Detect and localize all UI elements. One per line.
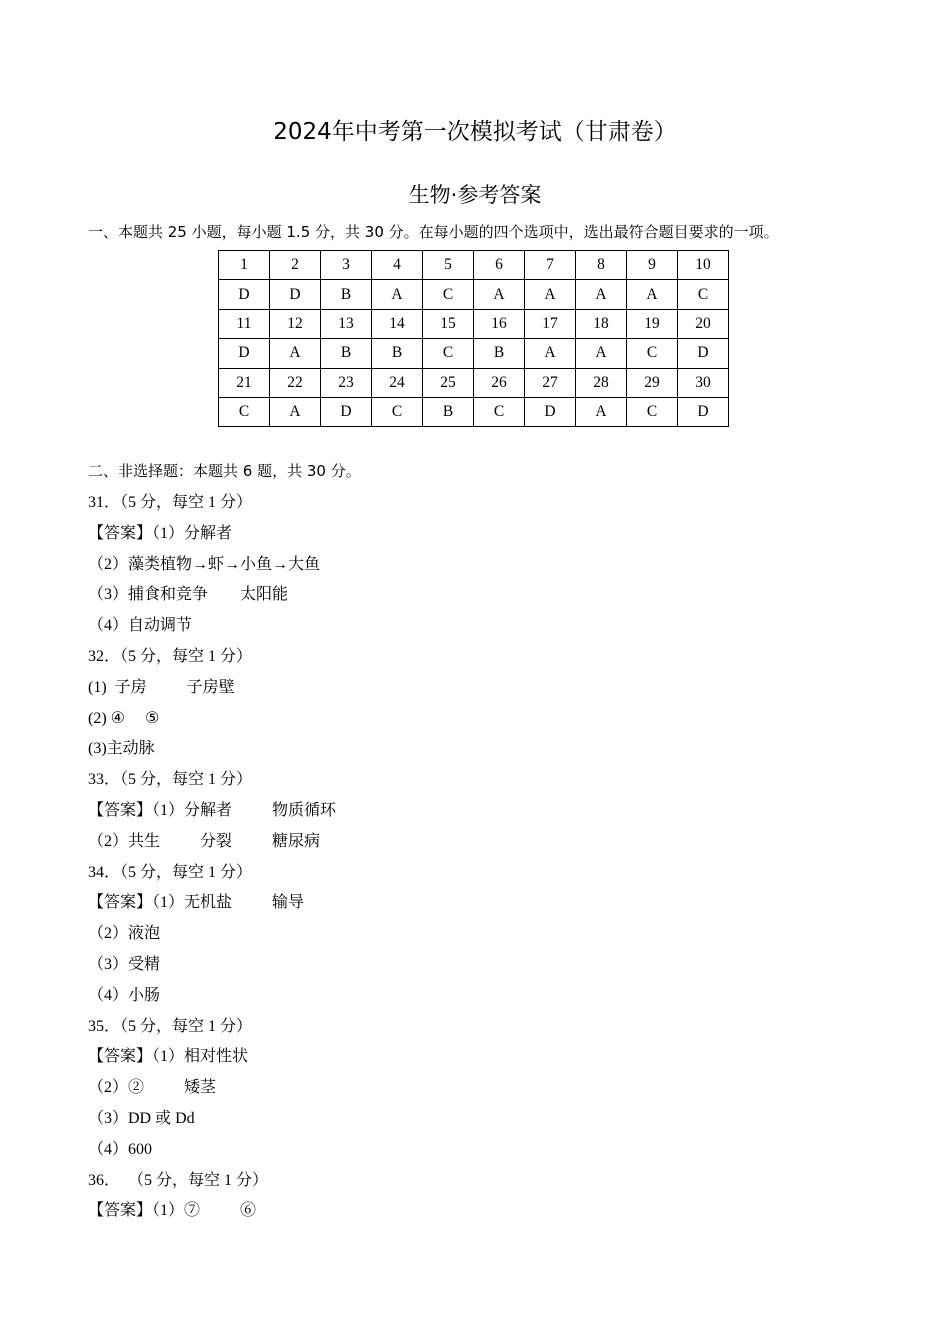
answer-line: (1) 子房 子房壁 [88, 678, 235, 696]
answer-table-cell: 16 [474, 309, 525, 338]
section-heading-choice: 一、本题共 25 小题，每小题 1.5 分，共 30 分。在每小题的四个选项中，选出最符合题目要求的一项。 [88, 223, 779, 241]
answer-table-cell: C [372, 397, 423, 426]
answer-table-cell: 12 [270, 309, 321, 338]
section-heading-nonchoice: 二、非选择题：本题共 6 题，共 30 分。 [88, 462, 361, 480]
answer-table-cell: D [321, 397, 372, 426]
answer-line: （4）600 [88, 1140, 153, 1158]
answer-line: （4）自动调节 [88, 617, 193, 635]
answer-table-row [219, 339, 729, 368]
answer-line: 32．（5 分，每空 1 分） [88, 647, 253, 665]
answer-table-row [219, 397, 729, 426]
answer-table-cell: D [525, 397, 576, 426]
answer-table-row [219, 309, 729, 338]
answer-table-cell: C [627, 397, 678, 426]
answer-table-cell: 9 [627, 251, 678, 280]
answer-line: 35．（5 分，每空 1 分） [88, 1017, 253, 1035]
answer-table-cell: A [525, 280, 576, 309]
answer-table-cell: 7 [525, 251, 576, 280]
answer-table-cell: B [321, 280, 372, 309]
answer-table-cell: A [525, 339, 576, 368]
answer-table-cell: 22 [270, 368, 321, 397]
answer-table-cell: C [627, 339, 678, 368]
answer-line: 33．（5 分，每空 1 分） [88, 771, 253, 789]
answer-table-cell: B [321, 339, 372, 368]
answer-table-cell: 29 [627, 368, 678, 397]
answer-line: 36． （5 分，每空 1 分） [88, 1171, 269, 1189]
answer-table-cell: D [678, 397, 729, 426]
answer-line: 34．（5 分，每空 1 分） [88, 863, 253, 881]
answer-table-cell: A [474, 280, 525, 309]
answer-table-cell: D [270, 280, 321, 309]
answer-line: 【答案】（1）无机盐 输导 [88, 894, 305, 912]
answer-table-cell: 8 [576, 251, 627, 280]
answer-table-cell: C [219, 397, 270, 426]
answer-line: （2）液泡 [88, 925, 161, 943]
answer-table-cell: C [474, 397, 525, 426]
answer-table-cell: 19 [627, 309, 678, 338]
answer-lines [88, 488, 336, 1227]
answer-line: （3）DD 或 Dd [88, 1109, 195, 1127]
answer-table-cell: 1 [219, 251, 270, 280]
answer-table-cell: 23 [321, 368, 372, 397]
answer-line: (2) ④ ⑤ [88, 709, 160, 727]
answer-line: （3）捕食和竞争 太阳能 [88, 586, 289, 604]
answer-table-cell: B [423, 397, 474, 426]
answer-table-cell: 30 [678, 368, 729, 397]
answer-line: （2）② 矮茎 [88, 1079, 217, 1097]
answer-table-cell: D [219, 339, 270, 368]
answer-line: (3)主动脉 [88, 740, 155, 758]
answer-table-cell: A [372, 280, 423, 309]
answer-line: （2）共生 分裂 糖尿病 [88, 832, 321, 850]
answer-line: 31．（5 分，每空 1 分） [88, 494, 253, 511]
answer-table [218, 250, 729, 427]
answer-table-cell: C [423, 280, 474, 309]
answer-table-cell: C [423, 339, 474, 368]
answer-table-cell: 26 [474, 368, 525, 397]
answer-line: （2）藻类植物→虾→小鱼→大鱼 [88, 555, 321, 573]
answer-table-cell: 2 [270, 251, 321, 280]
answer-table-cell: 27 [525, 368, 576, 397]
answer-table-cell: 24 [372, 368, 423, 397]
document-title: 2024年中考第一次模拟考试（甘肃卷） [273, 119, 677, 145]
answer-table-cell: A [270, 339, 321, 368]
answer-line: 【答案】（1）分解者 [88, 524, 233, 542]
answer-table-cell: 15 [423, 309, 474, 338]
answer-table-cell: 17 [525, 309, 576, 338]
answer-line: 【答案】（1）⑦ ⑥ [88, 1202, 257, 1220]
answer-table-row [219, 251, 729, 280]
answer-table-cell: A [576, 339, 627, 368]
answer-table-cell: 18 [576, 309, 627, 338]
answer-table-cell: D [219, 280, 270, 309]
answer-table-cell: 5 [423, 251, 474, 280]
answer-table-cell: A [627, 280, 678, 309]
answer-line: （3）受精 [88, 955, 161, 973]
answer-table-cell: 28 [576, 368, 627, 397]
answer-line: 【答案】（1）分解者 物质循环 [88, 801, 337, 819]
answer-table-cell: B [372, 339, 423, 368]
answer-table-cell: A [576, 397, 627, 426]
answer-table-cell: 21 [219, 368, 270, 397]
answer-table-cell: 13 [321, 309, 372, 338]
answer-table-cell: 3 [321, 251, 372, 280]
answer-table-cell: 6 [474, 251, 525, 280]
answer-table-cell: 10 [678, 251, 729, 280]
answer-table-cell: A [576, 280, 627, 309]
answer-table-cell: 4 [372, 251, 423, 280]
document-subtitle: 生物·参考答案 [408, 183, 542, 207]
answer-table-cell: 20 [678, 309, 729, 338]
answer-table-cell: A [270, 397, 321, 426]
answer-line: （4）小肠 [88, 986, 161, 1004]
answer-table-row [219, 368, 729, 397]
answer-table-cell: 11 [219, 309, 270, 338]
answer-table-cell: C [678, 280, 729, 309]
answer-line: 【答案】（1）相对性状 [88, 1048, 249, 1066]
answer-table-cell: 14 [372, 309, 423, 338]
answer-table-cell: D [678, 339, 729, 368]
answer-table-cell: 25 [423, 368, 474, 397]
answer-table-row [219, 280, 729, 309]
answer-table-cell: B [474, 339, 525, 368]
